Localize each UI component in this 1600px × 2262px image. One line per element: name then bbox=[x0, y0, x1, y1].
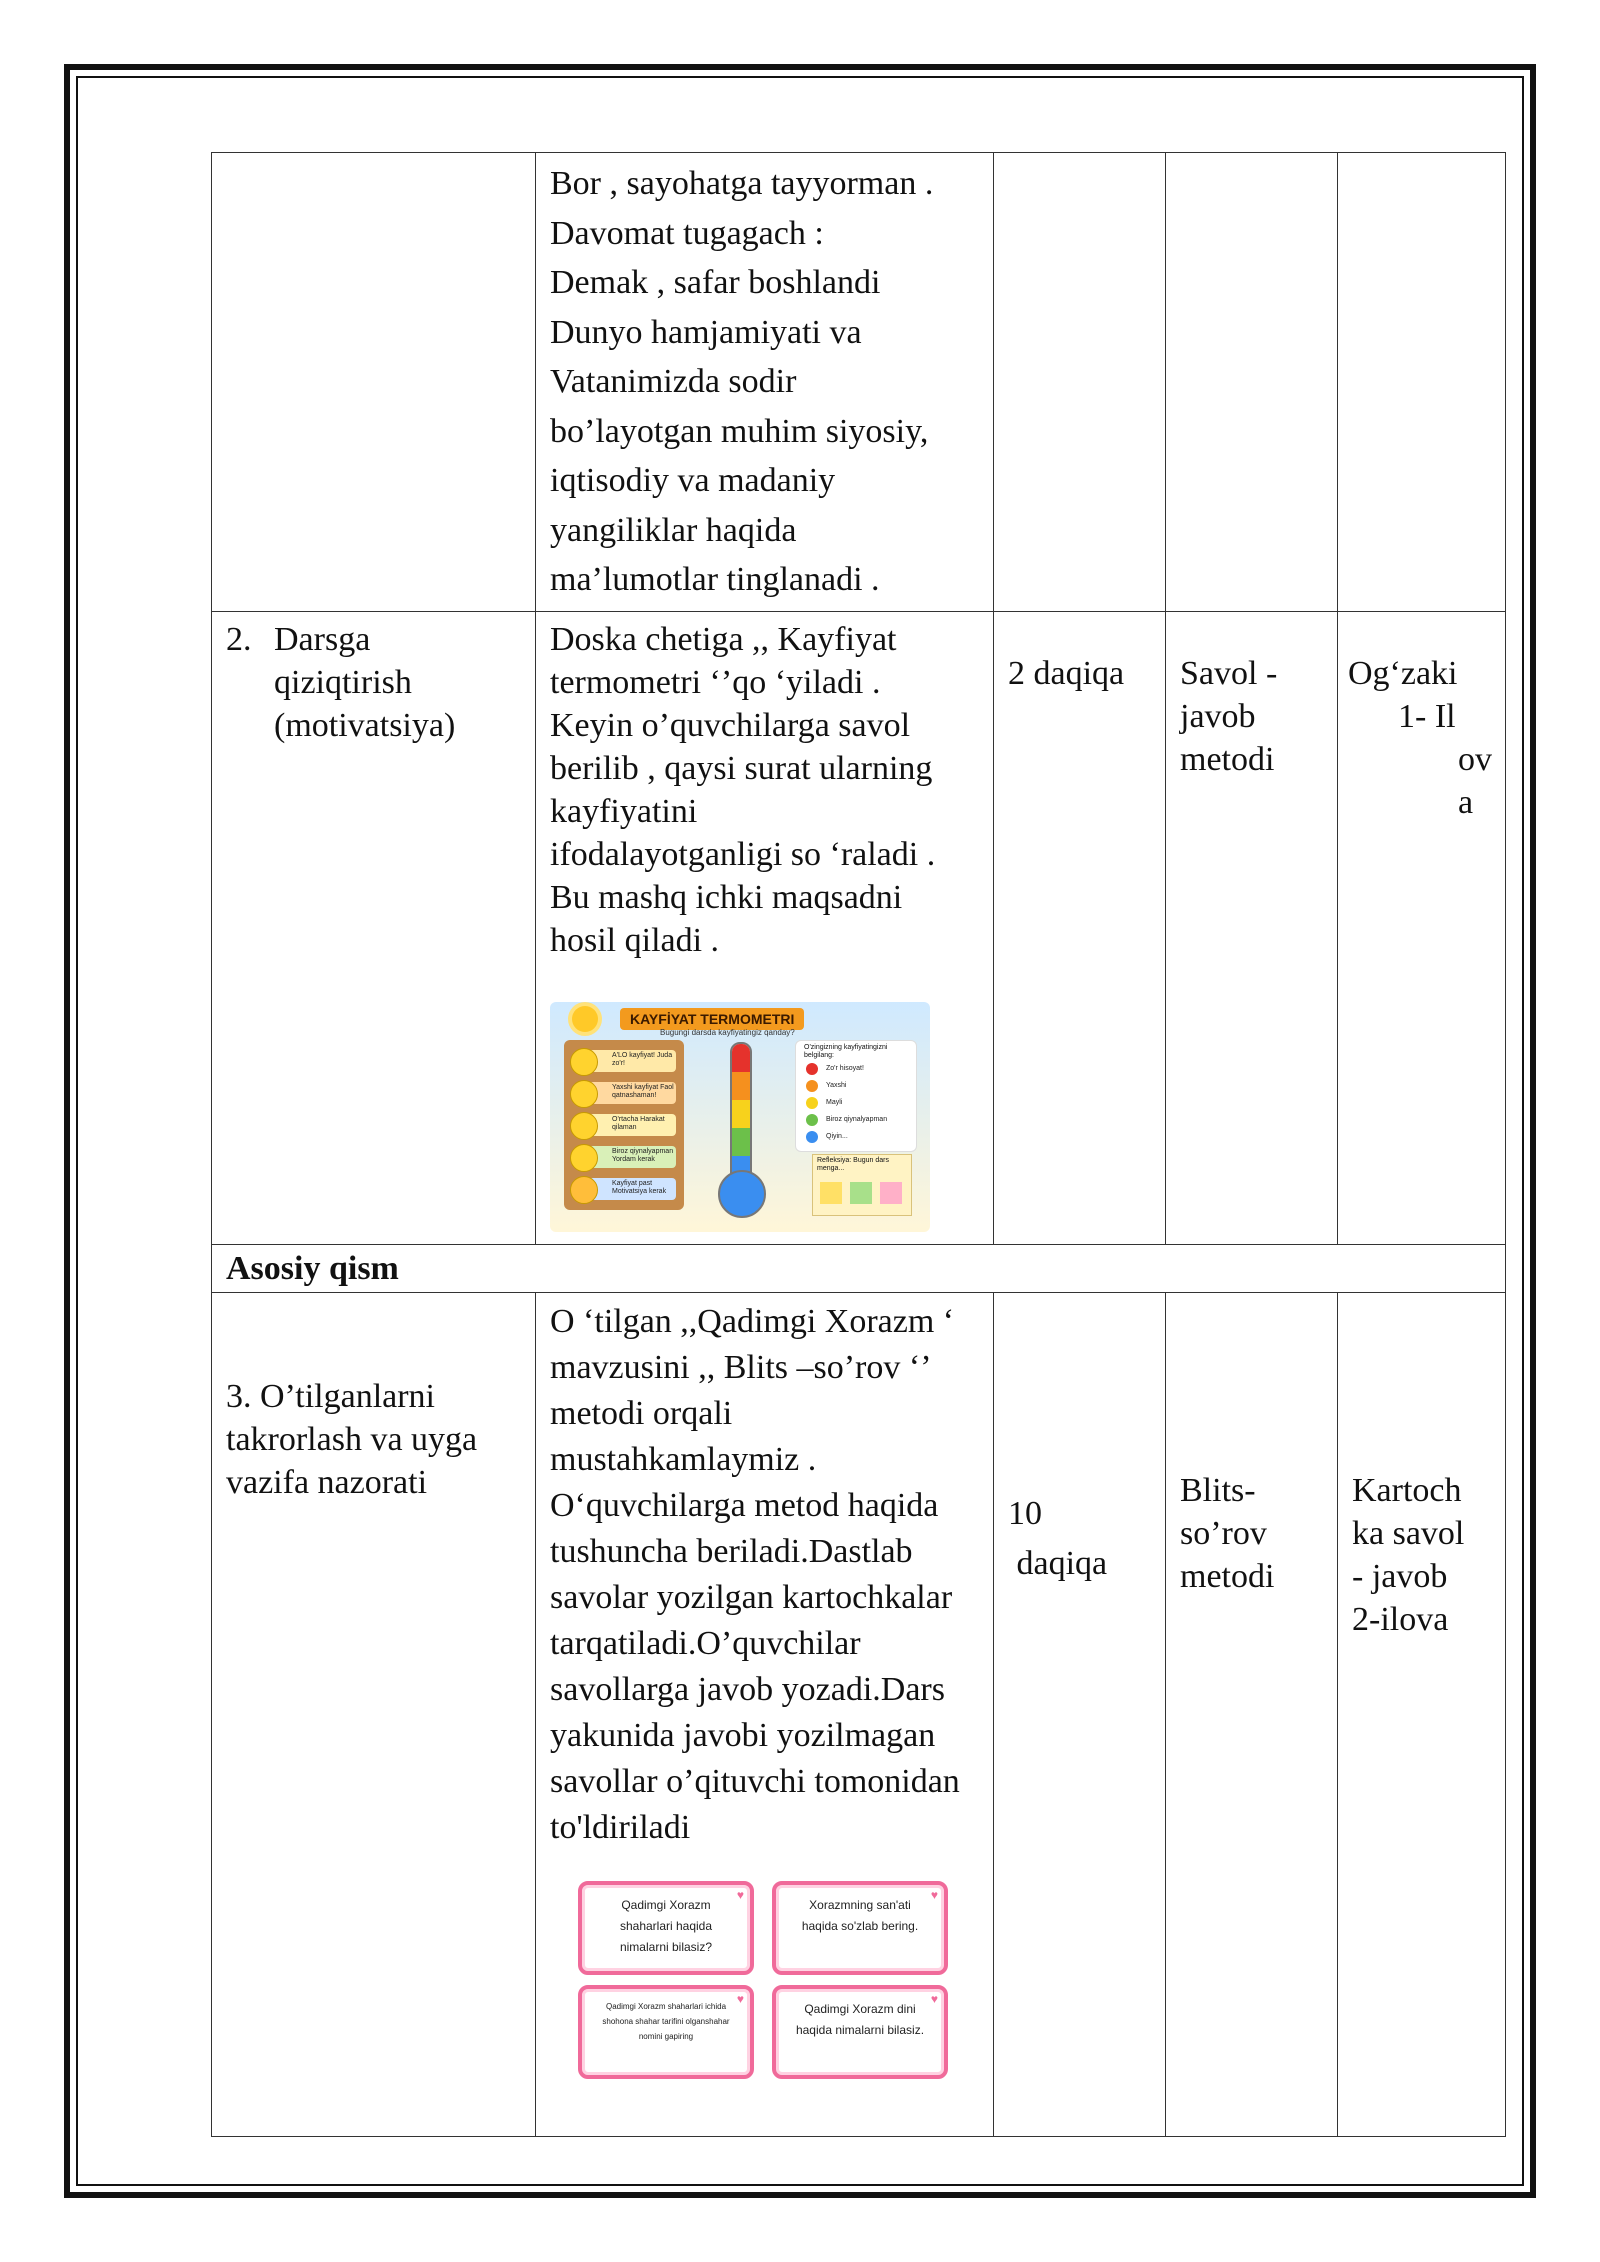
red-dot-icon bbox=[806, 1063, 818, 1075]
table-row bbox=[212, 153, 1506, 612]
text-line: ka savol bbox=[1352, 1514, 1465, 1552]
text-line: Bor , sayohatga tayyorman . bbox=[550, 165, 934, 202]
text-line: Savol - bbox=[1180, 654, 1278, 692]
sticky-note-icon bbox=[880, 1182, 902, 1204]
text-line: (motivatsiya) bbox=[274, 706, 456, 744]
text-line: savolar yozilgan kartochkalar bbox=[550, 1578, 953, 1616]
table-row bbox=[212, 1292, 1506, 2136]
question-card: ♥ Qadimgi Xorazm dini haqida nimalarni bilasiz. bbox=[772, 1985, 948, 2079]
text-line: 3. O’tilganlarni bbox=[226, 1377, 435, 1415]
resource-line: 1- Il bbox=[1398, 697, 1456, 735]
question-cards bbox=[578, 1881, 979, 2079]
mood-card: Yaxshi kayfiyat Faol qatnashaman! bbox=[586, 1082, 676, 1104]
text-line: javob bbox=[1180, 697, 1256, 735]
text-line: berilib , qaysi surat ularning bbox=[550, 749, 933, 787]
resource-line: ov bbox=[1458, 740, 1492, 778]
sad-face-icon bbox=[570, 1176, 598, 1204]
table-row bbox=[212, 611, 1506, 1244]
content-cell bbox=[536, 611, 994, 1244]
text-line: kayfiyatini bbox=[550, 792, 698, 830]
question-card: ♥ Qadimgi Xorazm shaharlari ichida shohona shahar tarifini olganshahar nomini gapiring bbox=[578, 1985, 754, 2079]
text-line: hosil qiladi . bbox=[550, 921, 720, 959]
smiley-icon bbox=[570, 1080, 598, 1108]
heart-icon: ♥ bbox=[736, 1991, 744, 2006]
content-text bbox=[550, 1299, 979, 1851]
text-line: mavzusini ,, Blits –so’rov ‘’ bbox=[550, 1348, 932, 1386]
text-line: so’rov bbox=[1180, 1514, 1267, 1552]
mood-card: A'LO kayfiyat! Juda zo'r! bbox=[586, 1050, 676, 1072]
stage-cell bbox=[212, 611, 536, 1244]
poster-subtitle: Bugungi darsda kayfiyatingiz qanday? bbox=[660, 1027, 795, 1037]
method-cell bbox=[1166, 1292, 1338, 2136]
green-dot-icon bbox=[806, 1114, 818, 1126]
text-line: Dunyo hamjamiyati va bbox=[550, 313, 862, 351]
text-line: Blits- bbox=[1180, 1471, 1256, 1509]
text-line: metodi orqali bbox=[550, 1394, 733, 1432]
resource-line: Og‘zaki bbox=[1348, 654, 1458, 692]
text-line: O ‘tilgan ,,Qadimgi Xorazm ‘ bbox=[550, 1302, 955, 1340]
blue-dot-icon bbox=[806, 1131, 818, 1143]
lesson-plan-table bbox=[211, 152, 1506, 2137]
stage-number: 2. bbox=[226, 620, 252, 658]
resource-cell bbox=[1338, 1292, 1506, 2136]
text-line: metodi bbox=[1180, 740, 1275, 778]
text-line: iqtisodiy va madaniy bbox=[550, 462, 836, 499]
heart-icon: ♥ bbox=[930, 1887, 938, 1902]
heart-icon: ♥ bbox=[736, 1887, 744, 1902]
resource-line: a bbox=[1458, 783, 1474, 821]
text-line: Vatanimizda sodir bbox=[550, 363, 797, 400]
resource-cell bbox=[1338, 611, 1506, 1244]
text-line: Doska chetiga ,, Kayfiyat bbox=[550, 620, 897, 658]
text-line: termometri ‘’qo ‘yiladi . bbox=[550, 663, 881, 701]
text-line: savollarga javob yozadi.Dars bbox=[550, 1670, 945, 1708]
text-line: metodi bbox=[1180, 1557, 1275, 1595]
section-row bbox=[212, 1244, 1506, 1292]
mood-card: Kayfiyat past Motivatsiya kerak bbox=[586, 1178, 676, 1200]
text-line: yangiliklar haqida bbox=[550, 511, 797, 549]
resource-cell bbox=[1338, 153, 1506, 612]
smiley-icon bbox=[570, 1144, 598, 1172]
yellow-dot-icon bbox=[806, 1097, 818, 1109]
stage-cell bbox=[212, 1292, 536, 2136]
time-cell bbox=[994, 611, 1166, 1244]
text-line: Demak , safar boshlandi bbox=[550, 264, 881, 301]
text-line: yakunida javobi yozilmagan bbox=[550, 1716, 936, 1754]
text-line: Darsga bbox=[274, 620, 371, 658]
stage-text bbox=[274, 618, 455, 747]
time-cell bbox=[994, 153, 1166, 612]
time-unit: daqiqa bbox=[1008, 1544, 1108, 1582]
smiley-icon bbox=[570, 1048, 598, 1076]
content-text bbox=[550, 618, 979, 962]
text-line: ifodalayotganligi so ‘raladi . bbox=[550, 835, 936, 873]
content-cell bbox=[536, 1292, 994, 2136]
text-line: to'ldiriladi bbox=[550, 1808, 691, 1846]
text-line: - javob bbox=[1352, 1557, 1448, 1595]
smiley-icon bbox=[570, 1112, 598, 1140]
sticky-note-icon bbox=[850, 1182, 872, 1204]
method-text bbox=[1180, 1469, 1323, 1598]
reflection-note: Refleksiya: Bugun dars menga... bbox=[812, 1154, 912, 1216]
text-line: bo’layotgan muhim siyosiy, bbox=[550, 412, 929, 450]
text-line: Bu mashq ichki maqsadni bbox=[550, 878, 903, 916]
text-line: Kartoch bbox=[1352, 1471, 1462, 1509]
text-line: O‘quvchilarga metod haqida bbox=[550, 1486, 939, 1524]
sticky-note-icon bbox=[820, 1182, 842, 1204]
mood-card: O'rtacha Harakat qilaman bbox=[586, 1114, 676, 1136]
time-value: 10 bbox=[1008, 1494, 1042, 1532]
text-line: mustahkamlaymiz . bbox=[550, 1440, 817, 1478]
heart-icon: ♥ bbox=[930, 1991, 938, 2006]
thermometer-bulb bbox=[718, 1170, 766, 1218]
text-line: takrorlash va uyga bbox=[226, 1420, 478, 1458]
content-text bbox=[550, 159, 979, 605]
text-line: 2-ilova bbox=[1352, 1600, 1449, 1638]
text-line: Keyin o’quvchilarga savol bbox=[550, 706, 911, 744]
resource-text bbox=[1352, 1469, 1491, 1641]
text-line: Davomat tugagach : bbox=[550, 214, 824, 252]
mood-card: Biroz qiynalyapman Yordam kerak bbox=[586, 1146, 676, 1168]
mood-board bbox=[564, 1040, 684, 1210]
mood-scale-box: O'zingizning kayfiyatingizni belgilang: Zo'r hisoyat! Yaxshi Mayli Biroz qiynalyapman Qiyin... bbox=[795, 1040, 917, 1152]
stage-cell bbox=[212, 153, 536, 612]
section-header: Asosiy qism bbox=[212, 1244, 1506, 1292]
text-line: ma’lumotlar tinglanadi . bbox=[550, 561, 880, 598]
time-cell bbox=[994, 1292, 1166, 2136]
sun-icon bbox=[572, 1006, 598, 1032]
question-card: ♥ Qadimgi Xorazm shaharlari haqida nimalarni bilasiz? bbox=[578, 1881, 754, 1975]
text-line: vazifa nazorati bbox=[226, 1463, 428, 1501]
text-line: savollar o’qituvchi tomonidan bbox=[550, 1762, 960, 1800]
thermometer-icon bbox=[730, 1042, 752, 1186]
content-cell bbox=[536, 153, 994, 612]
stage-text bbox=[226, 1375, 521, 1504]
orange-dot-icon bbox=[806, 1080, 818, 1092]
time-value: 2 daqiqa bbox=[1008, 654, 1125, 692]
text-line: qiziqtirish bbox=[274, 663, 412, 701]
method-cell bbox=[1166, 153, 1338, 612]
method-text bbox=[1180, 652, 1323, 781]
mood-thermometer-poster bbox=[550, 1002, 930, 1232]
poster-title: KAYFİYAT TERMOMETRI bbox=[620, 1008, 804, 1030]
text-line: tushuncha beriladi.Dastlab bbox=[550, 1532, 913, 1570]
question-card: ♥ Xorazmning san'ati haqida so'zlab bering. bbox=[772, 1881, 948, 1975]
method-cell bbox=[1166, 611, 1338, 1244]
text-line: tarqatiladi.O’quvchilar bbox=[550, 1624, 861, 1662]
